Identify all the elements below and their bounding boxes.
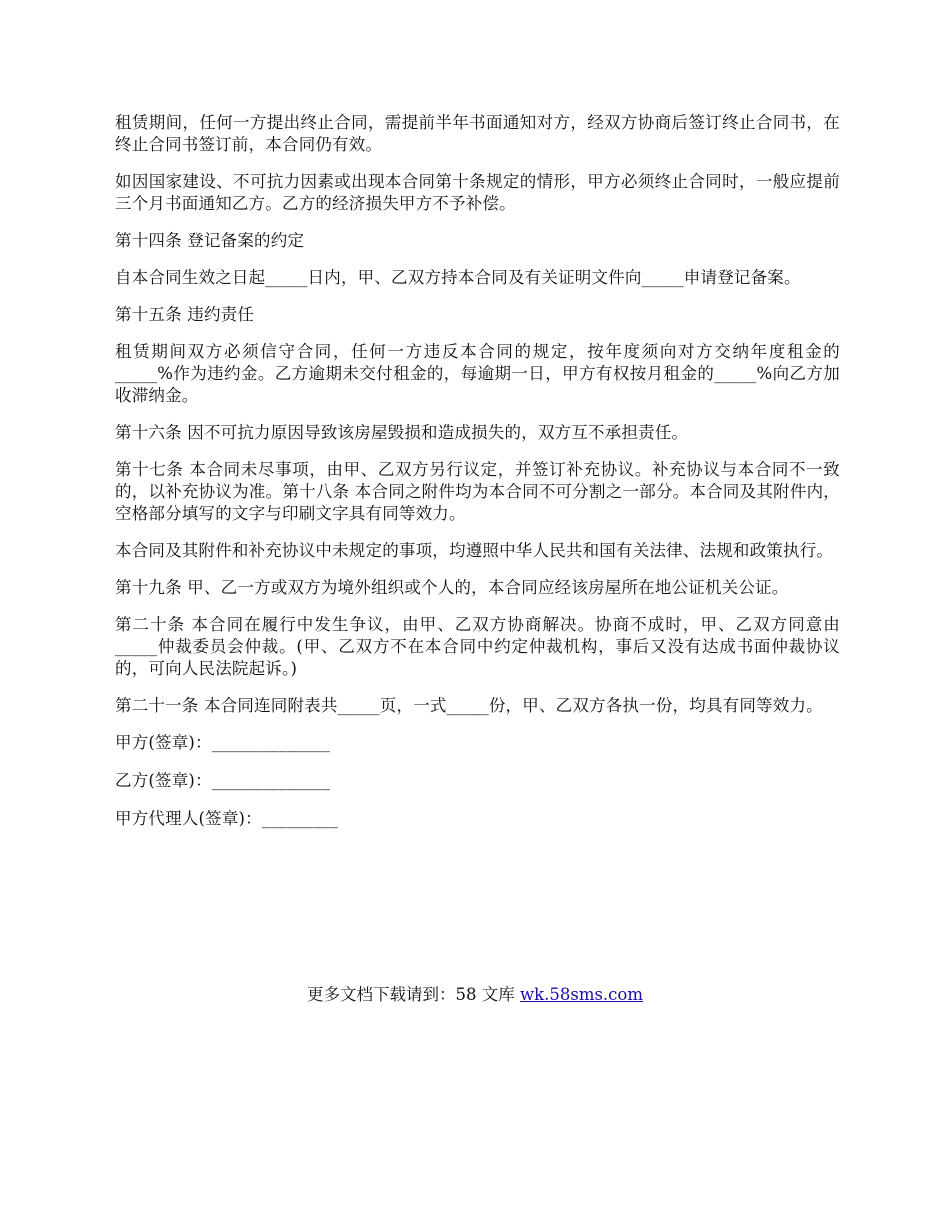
party-b-signature-line: 乙方(签章)：______________ [115, 771, 331, 790]
article-15-body: 租赁期间双方必须信守合同，任何一方违反本合同的规定，按年度须向对方交纳年度租金的_____%作为违约金。乙方逾期未交付租金的，每逾期一日，甲方有权按月租金的_____%向乙方加收滞纳金。 [115, 342, 840, 405]
party-a-signature-line: 甲方(签章)：______________ [115, 733, 331, 752]
article-14-body: 自本合同生效之日起_____日内，甲、乙双方持本合同及有关证明文件向_____申请登记备案。 [115, 268, 801, 287]
footer-text: 更多文档下载请到：58 文库 [306, 985, 520, 1004]
party-a-agent-signature-line: 甲方代理人(签章)：_________ [115, 809, 338, 828]
article-14-heading: 第十四条 登记备案的约定 [115, 231, 305, 250]
article-21: 第二十一条 本合同连同附表共_____页，一式_____份，甲、乙双方各执一份，均具有同等效力。 [115, 696, 823, 715]
article-15-heading: 第十五条 违约责任 [115, 305, 255, 324]
clause-force-majeure: 如因国家建设、不可抗力因素或出现本合同第十条规定的情形，甲方必须终止合同时，一般应提前三个月书面通知乙方。乙方的经济损失甲方不予补偿。 [115, 172, 840, 213]
applicable-law-clause: 本合同及其附件和补充协议中未规定的事项，均遵照中华人民共和国有关法律、法规和政策执行。 [115, 541, 834, 560]
article-20: 第二十条 本合同在履行中发生争议，由甲、乙双方协商解决。协商不成时，甲、乙双方同意由_____仲裁委员会仲裁。(甲、乙双方不在本合同中约定仲裁机构，事后又没有达成书面仲裁协议的，可向人民法院起诉。) [115, 615, 840, 678]
article-16: 第十六条 因不可抗力原因导致该房屋毁损和造成损失的，双方互不承担责任。 [115, 423, 689, 442]
article-19: 第十九条 甲、乙一方或双方为境外组织或个人的，本合同应经该房屋所在地公证机关公证。 [115, 578, 789, 597]
article-17-18: 第十七条 本合同未尽事项，由甲、乙双方另行议定，并签订补充协议。补充协议与本合同不一致的，以补充协议为准。第十八条 本合同之附件均为本合同不可分割之一部分。本合同及其附件内，空格部分填写的文字与印刷文字具有同等效力。 [115, 460, 840, 523]
footer-link[interactable]: wk.58sms.com [519, 985, 643, 1004]
document-body [115, 112, 840, 846]
footer [0, 984, 950, 1006]
clause-termination-notice: 租赁期间，任何一方提出终止合同，需提前半年书面通知对方，经双方协商后签订终止合同书，在终止合同书签订前，本合同仍有效。 [115, 113, 840, 154]
